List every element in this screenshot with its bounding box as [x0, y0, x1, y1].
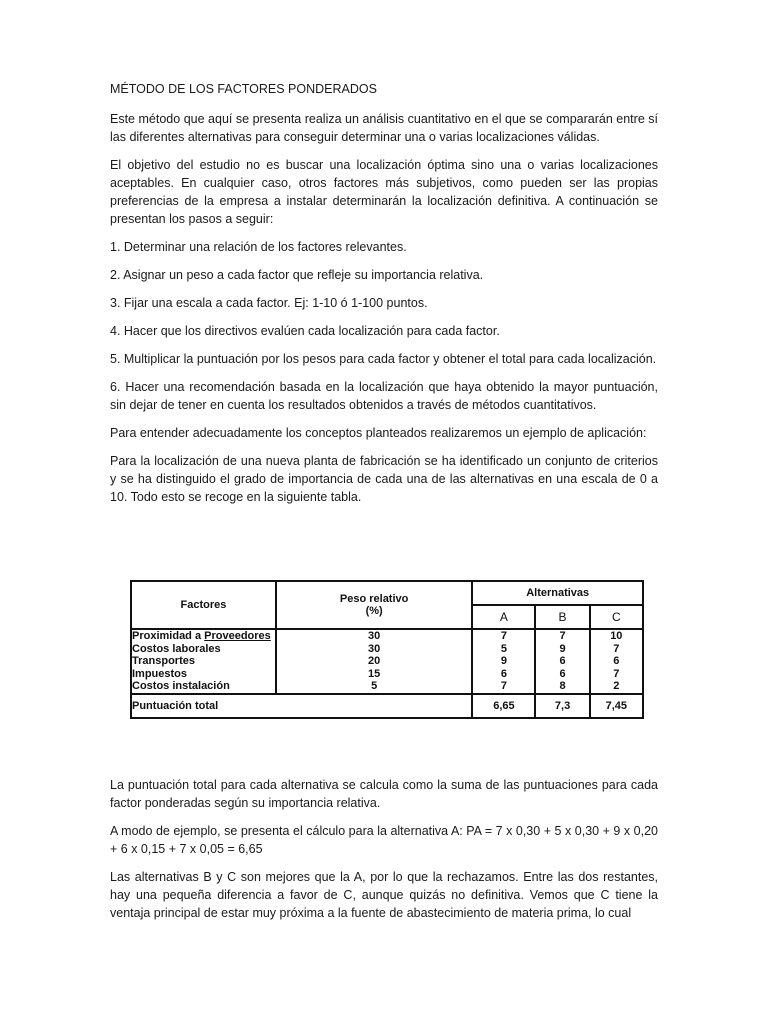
factor-name-underlined-word: Proveedores — [204, 630, 271, 642]
score-a: 7 — [500, 630, 507, 642]
total-c: 7,45 — [590, 694, 643, 718]
header-peso-line2: (%) — [365, 605, 383, 617]
score-b: 8 — [559, 680, 566, 692]
score-c: 2 — [613, 680, 620, 692]
paragraph-total-calc: La puntuación total para cada alternativa se calcula como la suma de las puntuaciones para cada factor ponderadas según su importancia relativa. — [110, 778, 658, 810]
score-c: 7 — [613, 667, 620, 680]
peso-value: 30 — [368, 630, 381, 642]
paragraph-objective: El objetivo del estudio no es buscar una localización óptima sino una o varias localizaciones aceptables. En cualquier caso, otros factores más subjetivos, como pueden ser las propias preferencias de la empresa a instalar determinarán la localización definitiva. A continuación se presentan los pasos a seguir: — [110, 158, 658, 226]
document-body — [110, 80, 658, 516]
factor-name: Impuestos — [132, 667, 188, 680]
header-alternativas: Alternativas — [472, 581, 643, 605]
peso-values-cell — [276, 629, 472, 694]
step-1: 1. Determinar una relación de los factores relevantes. — [110, 240, 407, 254]
factor-name: Transportes — [132, 655, 195, 667]
alt-b-values-cell — [535, 629, 589, 694]
score-a: 7 — [500, 680, 507, 692]
factors-table-figure — [130, 580, 646, 719]
step-6: 6. Hacer una recomendación basada en la localización que haya obtenido la mayor puntuación, sin dejar de tener en cuenta los resultados obtenidos a través de métodos cuantitativos. — [110, 380, 658, 412]
step-4: 4. Hacer que los directivos evalúen cada localización para cada factor. — [110, 324, 500, 338]
score-b: 6 — [559, 667, 566, 680]
paragraph-example: Para la localización de una nueva planta de fabricación se ha identificado un conjunto de criterios y se ha distinguido el grado de importancia de cada una de las alternativas en una escala de 0 a 10. Todo esto se recoge en la siguiente tabla. — [110, 454, 658, 504]
score-a: 5 — [500, 642, 507, 655]
step-5: 5. Multiplicar la puntuación por los pesos para cada factor y obtener el total para cada localización. — [110, 352, 657, 366]
header-factores: Factores — [131, 581, 276, 629]
alt-a-values-cell — [472, 629, 535, 694]
header-alt-b: B — [535, 605, 589, 629]
factor-names-cell — [131, 629, 276, 694]
total-a: 6,65 — [472, 694, 535, 718]
header-peso — [276, 581, 472, 629]
factor-name-text: Proximidad a Proveedores — [132, 630, 271, 642]
score-c: 7 — [613, 642, 620, 655]
score-b: 7 — [559, 630, 566, 642]
score-c: 6 — [613, 655, 620, 667]
paragraph-intro: Este método que aquí se presenta realiza un análisis cuantitativo en el que se compararán entre sí las diferentes alternativas para conseguir determinar una o varias localizaciones válidas. — [110, 112, 658, 144]
step-2: 2. Asignar un peso a cada factor que refleje su importancia relativa. — [110, 268, 484, 282]
score-b: 9 — [559, 642, 566, 655]
step-3: 3. Fijar una escala a cada factor. Ej: 1-10 ó 1-100 puntos. — [110, 296, 428, 310]
paragraph-understand: Para entender adecuadamente los conceptos planteados realizaremos un ejemplo de aplicación: — [110, 426, 647, 440]
peso-value: 15 — [368, 667, 381, 680]
paragraph-calc-example: A modo de ejemplo, se presenta el cálculo para la alternativa A: PA = 7 x 0,30 + 5 x 0,30 + 9 x 0,20 + 6 x 0,15 + 7 x 0,05 = 6,65 — [110, 824, 658, 856]
header-alt-c: C — [590, 605, 643, 629]
score-c: 10 — [610, 630, 623, 642]
document-body-continued — [110, 776, 658, 932]
header-alt-a: A — [472, 605, 535, 629]
paragraph-conclusion: Las alternativas B y C son mejores que la A, por lo que la rechazamos. Entre las dos restantes, hay una pequeña diferencia a favor de C, aunque quizás no definitiva. Vemos que C tiene la ventaja principal de estar muy próxima a la fuente de abastecimiento de materia prima, lo cual — [110, 870, 658, 920]
score-b: 6 — [559, 655, 566, 667]
header-peso-line1: Peso relativo — [339, 593, 409, 605]
factor-name: Costos laborales — [132, 642, 221, 655]
page-title: MÉTODO DE LOS FACTORES PONDERADOS — [110, 82, 377, 96]
factor-name: Costos instalación — [132, 680, 230, 692]
total-label: Puntuación total — [131, 694, 472, 718]
peso-value: 5 — [371, 680, 378, 692]
peso-value: 30 — [368, 642, 381, 655]
score-a: 9 — [500, 655, 507, 667]
factors-table — [130, 580, 644, 719]
alt-c-values-cell — [590, 629, 643, 694]
peso-value: 20 — [368, 655, 381, 667]
score-a: 6 — [500, 667, 507, 680]
factor-name — [132, 630, 275, 643]
total-b: 7,3 — [535, 694, 589, 718]
